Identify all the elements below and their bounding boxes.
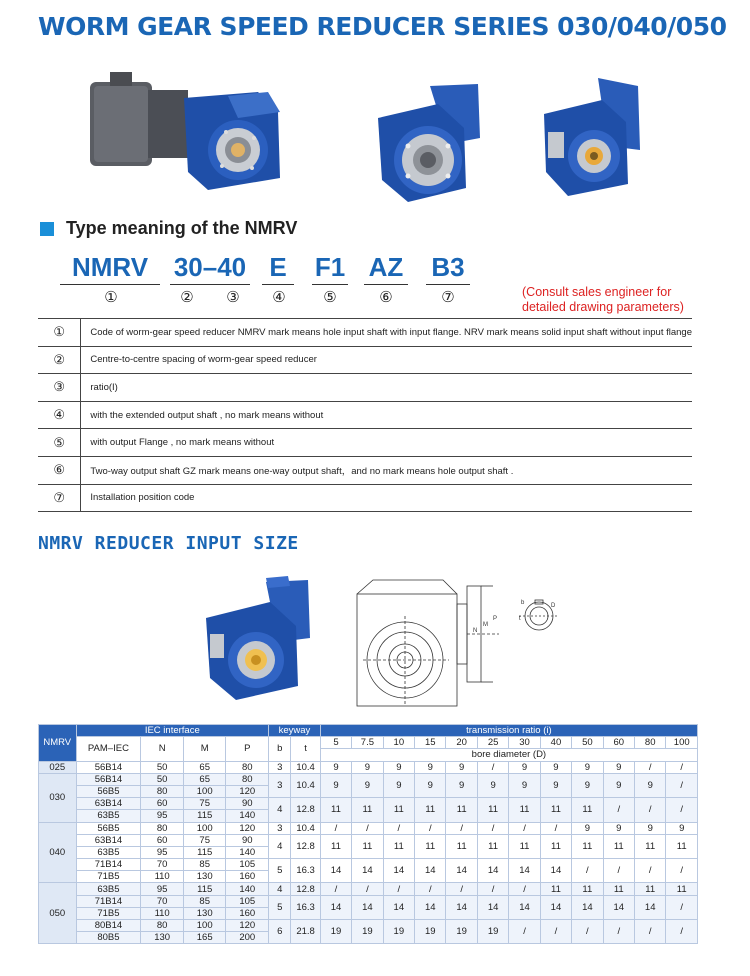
n-cell: 95 <box>141 810 184 822</box>
bore-cell: / <box>666 859 698 883</box>
bore-cell: 14 <box>352 859 383 883</box>
bore-cell: / <box>352 883 383 895</box>
bore-cell: 9 <box>666 822 698 834</box>
marker-7: ⑦ <box>441 289 455 306</box>
col-header-ratio-value: 5 <box>320 737 351 749</box>
bore-cell: 19 <box>477 920 508 944</box>
bore-cell: / <box>635 920 666 944</box>
row-description: with output Flange , no mark means without <box>81 429 692 457</box>
n-cell: 80 <box>141 920 184 932</box>
bore-cell: 11 <box>509 834 540 858</box>
bore-cell: / <box>446 822 477 834</box>
bore-cell: 9 <box>635 822 666 834</box>
p-cell: 160 <box>226 871 269 883</box>
bore-cell: 11 <box>383 834 414 858</box>
pam-cell: 63B5 <box>76 883 141 895</box>
keyway-t-cell: 12.8 <box>291 834 320 858</box>
row-description: Installation position code <box>81 484 692 512</box>
p-cell: 105 <box>226 859 269 871</box>
col-header-ratio-value: 80 <box>635 737 666 749</box>
col-header-p: P <box>226 737 269 761</box>
keyway-t-cell: 10.4 <box>291 761 320 773</box>
bore-cell: / <box>540 920 571 944</box>
type-meaning-table <box>38 318 692 512</box>
bore-cell: / <box>446 883 477 895</box>
marker-2: ② <box>180 289 194 306</box>
row-description: ratio(I) <box>81 374 692 402</box>
label-m: M <box>483 622 488 628</box>
bore-cell: 14 <box>415 895 446 919</box>
p-cell: 140 <box>226 883 269 895</box>
bore-cell: 14 <box>383 895 414 919</box>
gearbox-with-motor-image <box>88 68 288 198</box>
header-row <box>39 737 698 749</box>
n-cell: 80 <box>141 822 184 834</box>
n-cell: 95 <box>141 883 184 895</box>
m-cell: 115 <box>183 846 226 858</box>
pam-cell: 56B5 <box>76 822 141 834</box>
bore-cell: 14 <box>540 895 571 919</box>
m-cell: 100 <box>183 920 226 932</box>
bore-cell: 19 <box>352 920 383 944</box>
n-cell: 70 <box>141 859 184 871</box>
m-cell: 115 <box>183 810 226 822</box>
keyway-b-cell: 3 <box>269 773 291 797</box>
table-row <box>39 834 698 846</box>
n-cell: 60 <box>141 834 184 846</box>
bore-cell: / <box>572 859 603 883</box>
label-t: t <box>519 616 521 622</box>
bore-cell: 9 <box>603 761 634 773</box>
bore-cell: / <box>635 761 666 773</box>
m-cell: 85 <box>183 895 226 907</box>
p-cell: 80 <box>226 761 269 773</box>
table-row <box>39 761 698 773</box>
p-cell: 120 <box>226 920 269 932</box>
bore-cell: 14 <box>415 859 446 883</box>
code-extended-shaft: E <box>262 252 294 285</box>
table-row <box>38 374 692 402</box>
code-size-ratio: 30–40 <box>170 252 250 285</box>
bore-cell: 14 <box>572 895 603 919</box>
col-header-t: t <box>291 737 320 761</box>
bore-cell: 19 <box>320 920 351 944</box>
bore-cell: 11 <box>415 798 446 822</box>
pam-cell: 63B5 <box>76 846 141 858</box>
bore-cell: 9 <box>635 773 666 797</box>
bore-cell: / <box>666 920 698 944</box>
bore-cell: 11 <box>320 798 351 822</box>
technical-drawing <box>353 576 573 711</box>
marker-4: ④ <box>272 289 286 306</box>
bore-cell: 9 <box>320 773 351 797</box>
bore-cell: 9 <box>477 773 508 797</box>
keyway-t-cell: 21.8 <box>291 920 320 944</box>
pam-cell: 80B14 <box>76 920 141 932</box>
col-header-ratio-value: 100 <box>666 737 698 749</box>
bore-cell: 11 <box>540 798 571 822</box>
consult-note-line-1: (Consult sales engineer for <box>522 285 672 299</box>
pam-cell: 71B5 <box>76 871 141 883</box>
bore-cell: / <box>572 920 603 944</box>
bore-cell: 11 <box>477 834 508 858</box>
marker-3: ③ <box>226 289 240 306</box>
pam-cell: 71B14 <box>76 859 141 871</box>
table-row <box>38 319 692 347</box>
input-size-heading: NMRV REDUCER INPUT SIZE <box>38 533 299 554</box>
bore-cell: 11 <box>352 834 383 858</box>
m-cell: 100 <box>183 822 226 834</box>
keyway-b-cell: 4 <box>269 798 291 822</box>
bore-cell: / <box>477 883 508 895</box>
table-row <box>39 883 698 895</box>
n-cell: 80 <box>141 785 184 797</box>
m-cell: 65 <box>183 773 226 785</box>
bore-cell: 9 <box>415 773 446 797</box>
bore-cell: / <box>383 822 414 834</box>
m-cell: 115 <box>183 883 226 895</box>
bore-cell: / <box>635 859 666 883</box>
p-cell: 90 <box>226 798 269 810</box>
table-row <box>39 920 698 932</box>
bore-cell: / <box>415 822 446 834</box>
code-nmrv: NMRV <box>60 252 160 285</box>
keyway-b-cell: 4 <box>269 834 291 858</box>
keyway-t-cell: 12.8 <box>291 798 320 822</box>
bore-cell: 9 <box>509 761 540 773</box>
n-cell: 130 <box>141 932 184 944</box>
col-header-ratio-value: 25 <box>477 737 508 749</box>
square-bullet-icon <box>40 222 54 236</box>
bore-cell: 14 <box>635 895 666 919</box>
code-output-shaft: AZ <box>364 252 408 285</box>
keyway-b-cell: 5 <box>269 859 291 883</box>
bore-cell: / <box>320 822 351 834</box>
pam-cell: 71B5 <box>76 907 141 919</box>
bore-cell: 9 <box>446 761 477 773</box>
m-cell: 65 <box>183 761 226 773</box>
bore-cell: 14 <box>509 859 540 883</box>
col-header-pam: PAM–IEC <box>76 737 141 761</box>
bore-cell: / <box>509 920 540 944</box>
model-cell: 040 <box>39 822 77 883</box>
m-cell: 100 <box>183 785 226 797</box>
m-cell: 85 <box>183 859 226 871</box>
bore-cell: / <box>320 883 351 895</box>
bore-cell: 9 <box>320 761 351 773</box>
col-header-ratio: transmission ratio (i) <box>320 725 697 737</box>
p-cell: 200 <box>226 932 269 944</box>
bore-cell: 11 <box>572 883 603 895</box>
bore-cell: 11 <box>572 834 603 858</box>
bore-cell: / <box>509 883 540 895</box>
bore-cell: 9 <box>572 822 603 834</box>
col-header-ratio-value: 30 <box>509 737 540 749</box>
bore-cell: 9 <box>352 773 383 797</box>
page-title: WORM GEAR SPEED REDUCER SERIES 030/040/050 <box>38 12 727 41</box>
col-header-ratio-value: 40 <box>540 737 571 749</box>
keyway-b-cell: 6 <box>269 920 291 944</box>
bore-cell: 11 <box>446 834 477 858</box>
m-cell: 75 <box>183 798 226 810</box>
row-description: with the extended output shaft , no mark means without <box>81 401 692 429</box>
m-cell: 130 <box>183 907 226 919</box>
col-header-ratio-value: 50 <box>572 737 603 749</box>
col-header-bore: bore diameter (D) <box>320 749 697 761</box>
bore-cell: 9 <box>603 773 634 797</box>
pam-cell: 63B14 <box>76 834 141 846</box>
label-b: b <box>521 600 525 606</box>
code-flange: F1 <box>312 252 348 285</box>
row-number: ④ <box>38 401 81 429</box>
bore-cell: 11 <box>603 834 634 858</box>
m-cell: 165 <box>183 932 226 944</box>
bore-cell: / <box>603 798 634 822</box>
n-cell: 50 <box>141 773 184 785</box>
bore-cell: / <box>603 920 634 944</box>
table-row <box>39 859 698 871</box>
row-description: Code of worm-gear speed reducer NMRV mark means hole input shaft with input flange. NRV mark means solid input shaft without input flange <box>81 319 692 347</box>
consult-note-line-2: detailed drawing parameters) <box>522 300 684 314</box>
keyway-t-cell: 10.4 <box>291 822 320 834</box>
p-cell: 80 <box>226 773 269 785</box>
col-header-iec: IEC interface <box>76 725 269 737</box>
model-cell: 030 <box>39 773 77 822</box>
gearbox-flange-image <box>368 78 488 208</box>
table-row <box>38 429 692 457</box>
bore-cell: / <box>635 798 666 822</box>
row-number: ② <box>38 346 81 374</box>
table-row <box>39 895 698 907</box>
keyway-t-cell: 16.3 <box>291 895 320 919</box>
bore-cell: 11 <box>635 883 666 895</box>
bore-cell: 11 <box>320 834 351 858</box>
bore-cell: 9 <box>446 773 477 797</box>
m-cell: 75 <box>183 834 226 846</box>
keyway-t-cell: 12.8 <box>291 883 320 895</box>
bore-cell: 9 <box>540 773 571 797</box>
bore-cell: 9 <box>572 773 603 797</box>
n-cell: 95 <box>141 846 184 858</box>
bore-cell: 11 <box>446 798 477 822</box>
marker-5: ⑤ <box>323 289 337 306</box>
bore-cell: 19 <box>446 920 477 944</box>
model-cell: 050 <box>39 883 77 944</box>
header-row <box>39 725 698 737</box>
row-description: Centre-to-centre spacing of worm-gear speed reducer <box>81 346 692 374</box>
bore-cell: 19 <box>383 920 414 944</box>
pam-cell: 56B5 <box>76 785 141 797</box>
bore-cell: 14 <box>383 859 414 883</box>
bore-cell: 9 <box>603 822 634 834</box>
bore-cell: 11 <box>666 883 698 895</box>
p-cell: 120 <box>226 822 269 834</box>
p-cell: 140 <box>226 846 269 858</box>
row-number: ⑥ <box>38 456 81 484</box>
m-cell: 130 <box>183 871 226 883</box>
pam-cell: 71B14 <box>76 895 141 907</box>
table-row <box>38 484 692 512</box>
bore-cell: 11 <box>603 883 634 895</box>
bore-cell: 9 <box>352 761 383 773</box>
row-number: ① <box>38 319 81 347</box>
bore-cell: 14 <box>603 895 634 919</box>
bore-cell: 11 <box>572 798 603 822</box>
col-header-n: N <box>141 737 184 761</box>
bore-cell: 14 <box>352 895 383 919</box>
bore-cell: 11 <box>477 798 508 822</box>
table-row <box>39 773 698 785</box>
marker-6: ⑥ <box>379 289 393 306</box>
marker-1: ① <box>104 289 118 306</box>
bore-cell: 9 <box>383 773 414 797</box>
bore-cell: 11 <box>383 798 414 822</box>
bore-cell: / <box>666 798 698 822</box>
bore-cell: 9 <box>509 773 540 797</box>
type-meaning-heading <box>40 218 297 239</box>
table-row <box>38 401 692 429</box>
bore-cell: 11 <box>415 834 446 858</box>
bore-cell: / <box>666 895 698 919</box>
bore-cell: 11 <box>540 883 571 895</box>
n-cell: 70 <box>141 895 184 907</box>
col-header-ratio-value: 7.5 <box>352 737 383 749</box>
bore-cell: / <box>477 822 508 834</box>
row-number: ⑤ <box>38 429 81 457</box>
table-row <box>39 822 698 834</box>
bore-cell: 9 <box>383 761 414 773</box>
bore-cell: / <box>666 773 698 797</box>
bore-cell: 11 <box>509 798 540 822</box>
bore-cell: / <box>540 822 571 834</box>
reducer-input-image <box>200 574 318 702</box>
code-position: B3 <box>426 252 470 285</box>
p-cell: 120 <box>226 785 269 797</box>
bore-cell: / <box>383 883 414 895</box>
col-header-keyway: keyway <box>269 725 321 737</box>
n-cell: 110 <box>141 871 184 883</box>
keyway-b-cell: 5 <box>269 895 291 919</box>
pam-cell: 56B14 <box>76 761 141 773</box>
p-cell: 160 <box>226 907 269 919</box>
label-p: P <box>493 616 498 622</box>
bore-cell: 11 <box>635 834 666 858</box>
row-number: ③ <box>38 374 81 402</box>
consult-note <box>522 285 684 315</box>
bore-cell: / <box>352 822 383 834</box>
input-size-table <box>38 724 698 944</box>
bore-cell: 19 <box>415 920 446 944</box>
p-cell: 105 <box>226 895 269 907</box>
bore-cell: 14 <box>477 895 508 919</box>
pam-cell: 63B14 <box>76 798 141 810</box>
bore-cell: / <box>415 883 446 895</box>
pam-cell: 80B5 <box>76 932 141 944</box>
keyway-b-cell: 3 <box>269 761 291 773</box>
table-row <box>38 346 692 374</box>
p-cell: 140 <box>226 810 269 822</box>
col-header-ratio-value: 15 <box>415 737 446 749</box>
table-row <box>39 798 698 810</box>
col-header-m: M <box>183 737 226 761</box>
bore-cell: / <box>666 761 698 773</box>
col-header-b: b <box>269 737 291 761</box>
bore-cell: 11 <box>666 834 698 858</box>
bore-cell: 14 <box>540 859 571 883</box>
row-description: Two-way output shaft GZ mark means one-way output shaft，and no mark means hole output shaft . <box>81 456 692 484</box>
pam-cell: 63B5 <box>76 810 141 822</box>
n-cell: 110 <box>141 907 184 919</box>
bore-cell: 14 <box>320 895 351 919</box>
gearbox-side-image <box>538 72 648 202</box>
bore-cell: 14 <box>320 859 351 883</box>
keyway-b-cell: 3 <box>269 822 291 834</box>
keyway-t-cell: 10.4 <box>291 773 320 797</box>
p-cell: 90 <box>226 834 269 846</box>
bore-cell: / <box>603 859 634 883</box>
bore-cell: 14 <box>446 895 477 919</box>
bore-cell: 9 <box>572 761 603 773</box>
bore-cell: 11 <box>352 798 383 822</box>
col-header-ratio-value: 20 <box>446 737 477 749</box>
n-cell: 50 <box>141 761 184 773</box>
type-meaning-title: Type meaning of the NMRV <box>66 218 298 238</box>
table-row <box>38 456 692 484</box>
keyway-t-cell: 16.3 <box>291 859 320 883</box>
bore-cell: / <box>509 822 540 834</box>
bore-cell: 11 <box>540 834 571 858</box>
col-header-ratio-value: 60 <box>603 737 634 749</box>
label-d: D <box>551 603 556 609</box>
bore-cell: / <box>477 761 508 773</box>
row-number: ⑦ <box>38 484 81 512</box>
bore-cell: 14 <box>446 859 477 883</box>
model-cell: 025 <box>39 761 77 773</box>
bore-cell: 9 <box>415 761 446 773</box>
pam-cell: 56B14 <box>76 773 141 785</box>
keyway-b-cell: 4 <box>269 883 291 895</box>
n-cell: 60 <box>141 798 184 810</box>
label-n: N <box>473 628 478 634</box>
bore-cell: 9 <box>540 761 571 773</box>
col-header-nmrv: NMRV <box>39 725 77 762</box>
bore-cell: 14 <box>477 859 508 883</box>
col-header-ratio-value: 10 <box>383 737 414 749</box>
bore-cell: 14 <box>509 895 540 919</box>
